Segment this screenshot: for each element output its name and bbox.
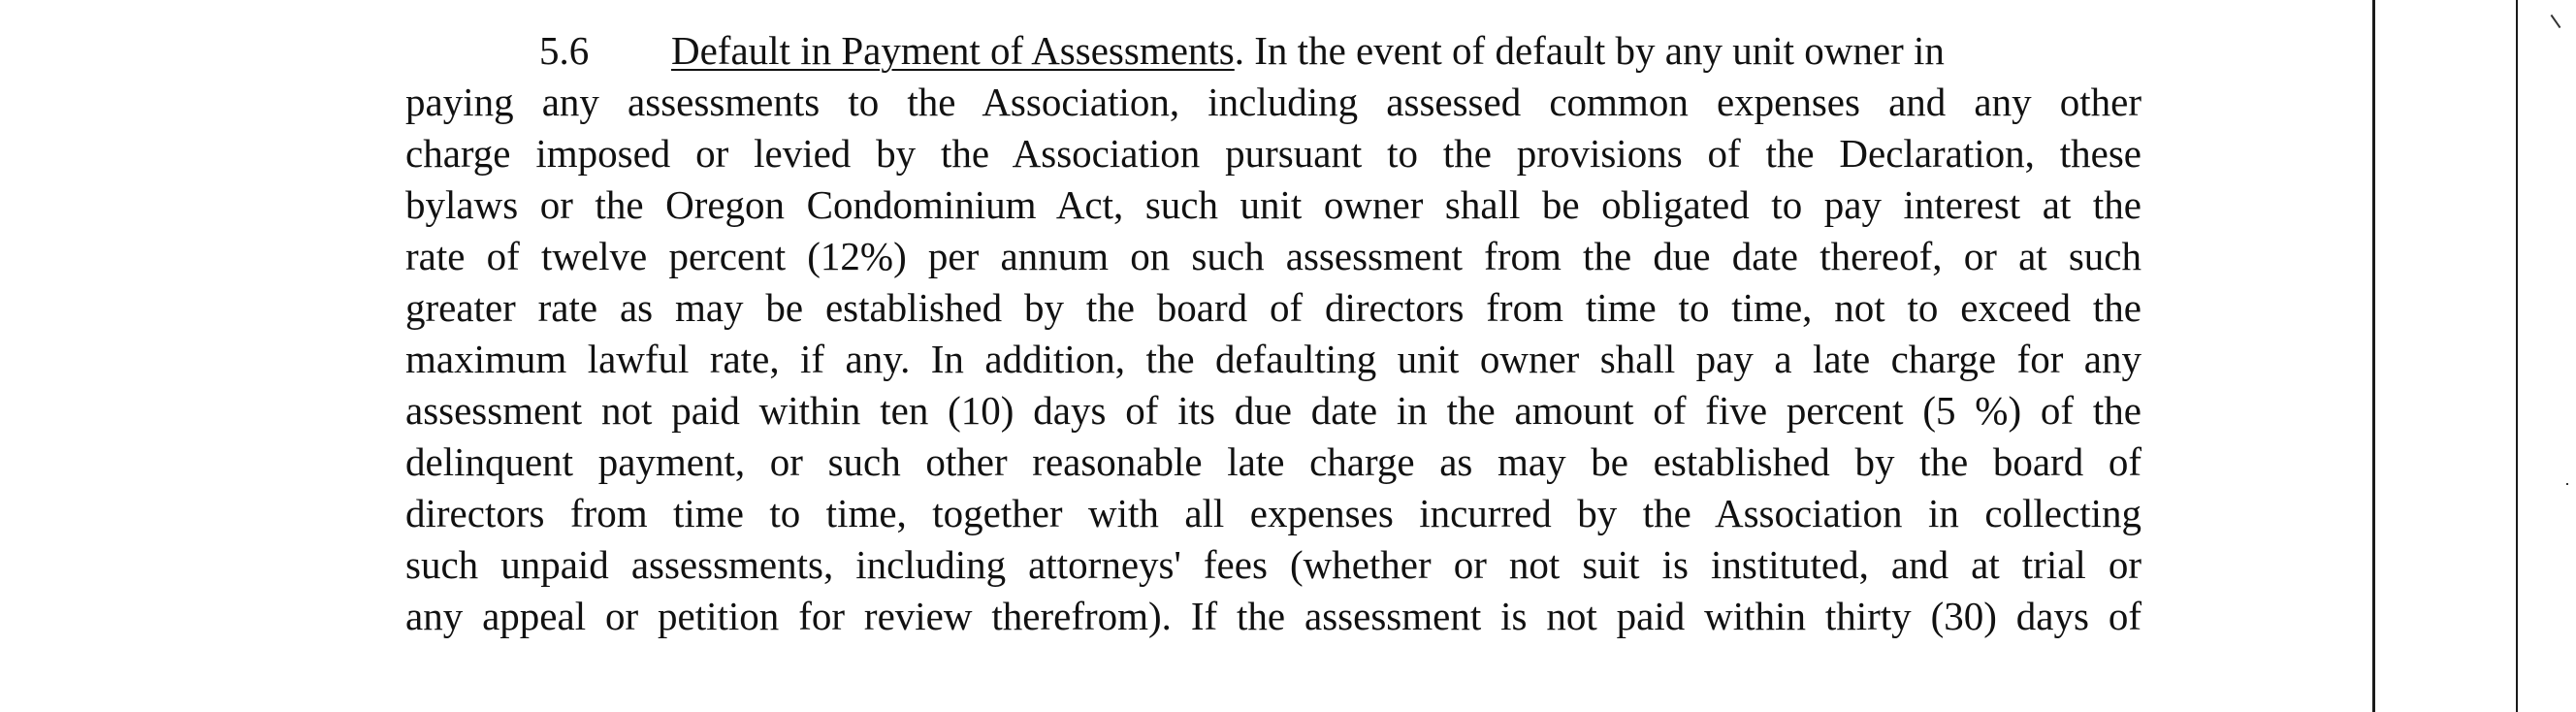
scan-mark [2566,483,2568,485]
body-line: rate of twelve percent (12%) per annum on such assessment from the due date thereof, or at such [405,234,2141,278]
section-title: Default in Payment of Assessments [671,28,1235,73]
body-line: any appeal or petition for review therefrom). If the assessment is not paid within thirty (30) days of [405,594,2141,638]
body-line: charge imposed or levied by the Association pursuant to the provisions of the Declaration, these [405,131,2141,176]
section-5-6 [405,25,2141,642]
body-line: delinquent payment, or such other reasonable late charge as may be established by the board of [405,439,2141,484]
body-line: assessment not paid within ten (10) days of its due date in the amount of five percent (5 %) of the [405,388,2141,433]
body-line: maximum lawful rate, if any. In addition, the defaulting unit owner shall pay a late charge for any [405,337,2141,381]
section-first-line-text: . In the event of default by any unit owner in [1234,28,1945,73]
body-line: paying any assessments to the Association, including assessed common expenses and any other [405,80,2141,124]
body-line: such unpaid assessments, including attorneys' fees (whether or not suit is instituted, and at trial or [405,542,2141,587]
section-title-wrap [671,25,1945,77]
margin-rule-left [2372,0,2375,712]
body-line: directors from time to time, together with all expenses incurred by the Association in collecting [405,491,2141,535]
body-line: bylaws or the Oregon Condominium Act, such unit owner shall be obligated to pay interest at the [405,182,2141,227]
margin-rule-right [2516,0,2518,712]
section-heading-line: 5.6 Default in Payment of Assessments. In the event of default by any unit owner in [405,25,2141,77]
scan-mark [2551,15,2561,28]
body-line: greater rate as may be established by the board of directors from time to time, not to exceed the [405,285,2141,330]
